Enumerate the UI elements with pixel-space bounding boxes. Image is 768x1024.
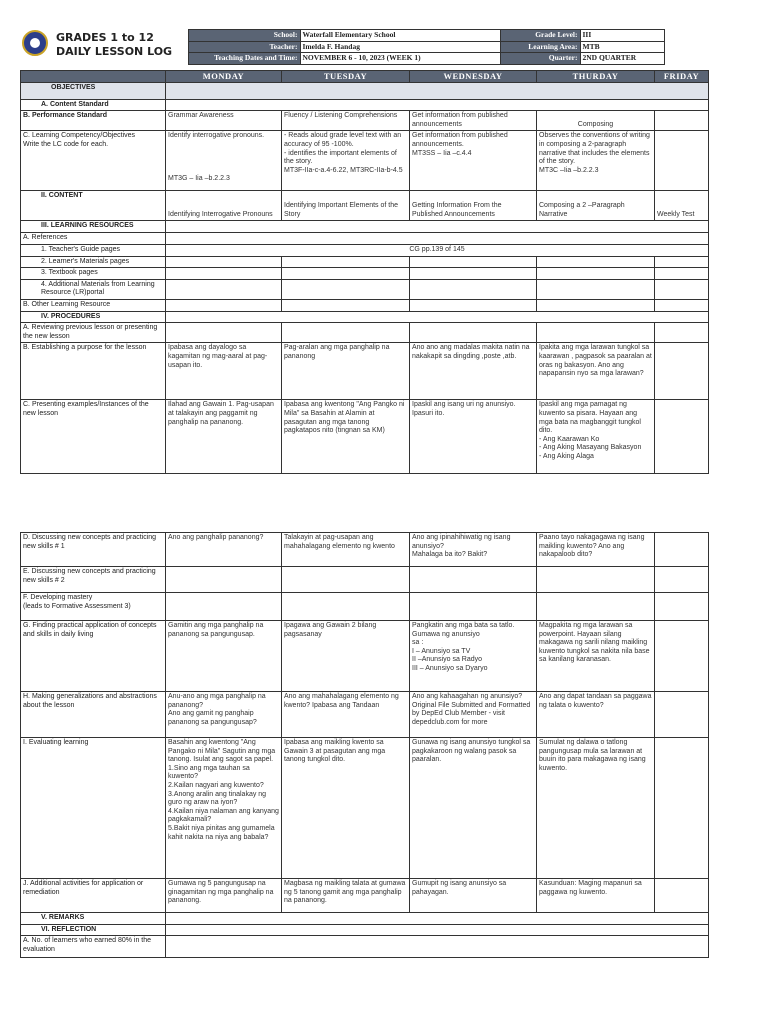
- area-value: MTB: [580, 41, 664, 53]
- title-line1: GRADES 1 to 12: [56, 31, 154, 44]
- content-standard-label: A. Content Standard: [21, 99, 166, 111]
- procedure-h-wed: Ano ang kahaagahan ng anunsiyo? Original File Submitted and Formatted by DepEd Club Member - visit depedclub.com for more: [410, 692, 537, 738]
- reflection-label: VI. REFLECTION: [21, 924, 166, 936]
- procedure-b-tue: Pag-aralan ang mga panghalip na pananong: [282, 343, 410, 400]
- procedure-i-thu: Sumulat ng dalawa o tatlong pangungusap mula sa larawan at buuin ito para makagawa ng isang kuwento.: [537, 738, 655, 879]
- title-line2: DAILY LESSON LOG: [56, 45, 173, 58]
- other-resource-label: B. Other Learning Resource: [21, 299, 166, 311]
- content-mon: Identifying Interrogative Pronouns: [166, 191, 282, 221]
- objectives-label: OBJECTIVES: [21, 82, 166, 99]
- performance-wed: Get information from published announcements: [410, 111, 537, 131]
- procedure-d-thu: Paano tayo nakagagawa ng isang maikling kuwento? Ano ang nakapaloob dito?: [537, 533, 655, 567]
- performance-fri: [655, 111, 709, 131]
- content-label: II. CONTENT: [21, 191, 166, 221]
- procedure-d-label: D. Discussing new concepts and practicing new skills # 1: [21, 533, 166, 567]
- lr-label: 4. Additional Materials from Learning Resource (LR)portal: [21, 279, 166, 299]
- procedure-j-mon: Gumawa ng 5 pangungusap na ginagamitan ng mga panghalip na pananong.: [166, 879, 282, 913]
- tg-value: CG pp.139 of 145: [166, 244, 709, 256]
- content-thu: Composing a 2 –Paragraph Narrative: [537, 191, 655, 221]
- content-fri: Weekly Test: [655, 191, 709, 221]
- procedure-d-tue: Talakayin at pag-usapan ang mahahalagang elemento ng kwento: [282, 533, 410, 567]
- procedure-j-tue: Magbasa ng maikling talata at gumawa ng 5 tanong gamit ang mga panghalip na pananong.: [282, 879, 410, 913]
- lm-label: 2. Learner's Materials pages: [21, 256, 166, 268]
- school-label: School:: [188, 30, 300, 42]
- procedures-label: IV. PROCEDURES: [21, 311, 166, 323]
- procedure-j-fri: [655, 879, 709, 913]
- header-table: [20, 29, 665, 65]
- grade-value: III: [580, 30, 664, 42]
- day-monday: MONDAY: [166, 71, 282, 83]
- procedure-j-thu: Kasunduan: Maging mapanuri sa paggawa ng kuwento.: [537, 879, 655, 913]
- day-tuesday: TUESDAY: [282, 71, 410, 83]
- dates-label: Teaching Dates and Time:: [188, 53, 300, 65]
- procedure-h-tue: Ano ang mahahalagang elemento ng kwento? Ipabasa ang Tandaan: [282, 692, 410, 738]
- tb-label: 3. Textbook pages: [21, 268, 166, 280]
- area-label: Learning Area:: [500, 41, 580, 53]
- content-tue: Identifying Important Elements of the Story: [282, 191, 410, 221]
- resources-label: III. LEARNING RESOURCES: [21, 221, 166, 233]
- competency-tue: - Reads aloud grade level text with an accuracy of 95 -100%. - identifies the important elements of the story. MT3F-IIa-c-a.4-6.22, MT3RC-IIa-b-4.5: [282, 131, 410, 191]
- procedure-b-mon: Ipabasa ang dayalogo sa kagamitan ng mag-aaral at pag-usapan ito.: [166, 343, 282, 400]
- tg-label: 1. Teacher's Guide pages: [21, 244, 166, 256]
- grade-label: Grade Level:: [500, 30, 580, 42]
- procedure-c-mon: Ilahad ang Gawain 1. Pag-usapan at talakayin ang paggamit ng panghalip na pananong.: [166, 400, 282, 474]
- procedure-b-fri: [655, 343, 709, 400]
- competency-wed: Get information from published announcements. MT3SS – Iia –c.4.4: [410, 131, 537, 191]
- procedure-h-mon: Anu-ano ang mga panghalip na pananong? Ano ang gamit ng panghaip pananong sa pangungusap?: [166, 692, 282, 738]
- procedure-i-label: I. Evaluating learning: [21, 738, 166, 879]
- dates-value: NOVEMBER 6 - 10, 2023 (WEEK 1): [300, 53, 500, 65]
- procedure-c-thu: Ipaskil ang mga pamagat ng kuwento sa pisara. Hayaan ang mga bata na magbanggit tungkol dito. - Ang Kaarawan Ko - Ang Aking Masayang Bakasyon - Ang Aking Alaga: [537, 400, 655, 474]
- procedure-c-fri: [655, 400, 709, 474]
- competency-thu: Observes the conventions of writing in composing a 2-paragraph narrative that includes the elements of the story. MT3C –Iia –b.2.2.3: [537, 131, 655, 191]
- competency-fri: [655, 131, 709, 191]
- remarks-label: V. REMARKS: [21, 913, 166, 925]
- procedure-g-mon: Gamitin ang mga panghalip na pananong sa pangungusap.: [166, 621, 282, 692]
- performance-tue: Fluency / Listening Comprehensions: [282, 111, 410, 131]
- procedure-g-fri: [655, 621, 709, 692]
- procedure-c-tue: Ipabasa ang kwentong "Ang Pangko ni Mila" sa Basahin at Alamin at pasagutan ang mga tanong pagkatapos nito (tingnan sa KM): [282, 400, 410, 474]
- procedure-h-fri: [655, 692, 709, 738]
- procedure-i-wed: Gunawa ng isang anunsiyo tungkol sa pagkakaroon ng walang pasok sa paaralan.: [410, 738, 537, 879]
- day-friday: FRIDAY: [655, 71, 709, 83]
- procedure-g-tue: Ipagawa ang Gawain 2 bilang pagsasanay: [282, 621, 410, 692]
- procedure-h-label: H. Making generalizations and abstractions about the lesson: [21, 692, 166, 738]
- procedure-e-label: E. Discussing new concepts and practicing new skills # 2: [21, 567, 166, 593]
- procedure-b-label: B. Establishing a purpose for the lesson: [21, 343, 166, 400]
- teacher-label: Teacher:: [188, 41, 300, 53]
- procedure-c-label: C. Presenting examples/Instances of the new lesson: [21, 400, 166, 474]
- procedure-j-label: J. Additional activities for application or remediation: [21, 879, 166, 913]
- day-wednesday: WEDNESDAY: [410, 71, 537, 83]
- procedure-b-thu: Ipakita ang mga larawan tungkol sa kaarawan , pagpasok sa paaralan at oras ng bakasyon. Ano ang napapansin nyo sa mga larawan?: [537, 343, 655, 400]
- procedure-d-fri: [655, 533, 709, 567]
- procedure-c-wed: Ipaskil ang isang uri ng anunsiyo. Ipasuri ito.: [410, 400, 537, 474]
- content-wed: Getting Information From the Published Announcements: [410, 191, 537, 221]
- school-value: Waterfall Elementary School: [300, 30, 500, 42]
- procedure-a-label: A. Reviewing previous lesson or presenting the new lesson: [21, 323, 166, 343]
- lesson-table-part1: [20, 70, 709, 474]
- procedure-g-label: G. Finding practical application of concepts and skills in daily living: [21, 621, 166, 692]
- performance-thu: Composing: [537, 111, 655, 131]
- day-header-row: [21, 71, 709, 83]
- procedure-d-wed: Ano ang ipinahihiwatig ng isang anunsiyo? Mahalaga ba ito? Bakit?: [410, 533, 537, 567]
- procedure-g-wed: Pangkatin ang mga bata sa tatlo. Gumawa ng anunsiyo sa : I – Anunsiyo sa TV II –Anunsiyo sa Radyo III – Anunsiyo sa Dyaryo: [410, 621, 537, 692]
- teacher-value: Imelda F. Handag: [300, 41, 500, 53]
- competency-mon: Identify interrogative pronouns. MT3G – Iia –b.2.2.3: [166, 131, 282, 191]
- competency-label: C. Learning Competency/Objectives Write the LC code for each.: [21, 131, 166, 191]
- procedure-j-wed: Gumupit ng isang anunsiyo sa pahayagan.: [410, 879, 537, 913]
- references-label: A. References: [21, 232, 166, 244]
- procedure-f-label: F. Developing mastery (leads to Formative Assessment 3): [21, 593, 166, 621]
- procedure-g-thu: Magpakita ng mga larawan sa powerpoint. Hayaan silang makagawa ng sarili nilang maikling kuwento tungkol sa nakita nila base sa kanilang karanasan.: [537, 621, 655, 692]
- procedure-i-fri: [655, 738, 709, 879]
- quarter-value: 2ND QUARTER: [580, 53, 664, 65]
- reflection-a-label: A. No. of learners who earned 80% in the evaluation: [21, 936, 166, 958]
- procedure-b-wed: Ano ano ang madalas makita natin na nakakapit sa dingding ,poste ,atb.: [410, 343, 537, 400]
- performance-mon: Grammar Awareness: [166, 111, 282, 131]
- lesson-table-part2: [20, 532, 709, 958]
- procedure-i-tue: Ipabasa ang maikling kwento sa Gawain 3 at pasagutan ang mga tanong tungkol dito.: [282, 738, 410, 879]
- procedure-h-thu: Ano ang dapat tandaan sa paggawa ng talata o kuwento?: [537, 692, 655, 738]
- day-thursday: THURDAY: [537, 71, 655, 83]
- procedure-i-mon: Basahin ang kwentong "Ang Pangako ni Mila" Sagutin ang mga tanong. Isulat ang sagot sa papel. 1.Sino ang mga tauhan sa kuwento? 2.Kailan nagyari ang kuwento? 3.Anong aralin ang tinalakay ng guro ng araw na iyon? 4.Kailan niya nalaman ang kanyang pagkakamali? 5.Bakit niya pinitas ang gumamela kahit nakita na niya ang babala?: [166, 738, 282, 879]
- procedure-d-mon: Ano ang panghalip pananong?: [166, 533, 282, 567]
- quarter-label: Quarter:: [500, 53, 580, 65]
- performance-standard-label: B. Performance Standard: [21, 111, 166, 131]
